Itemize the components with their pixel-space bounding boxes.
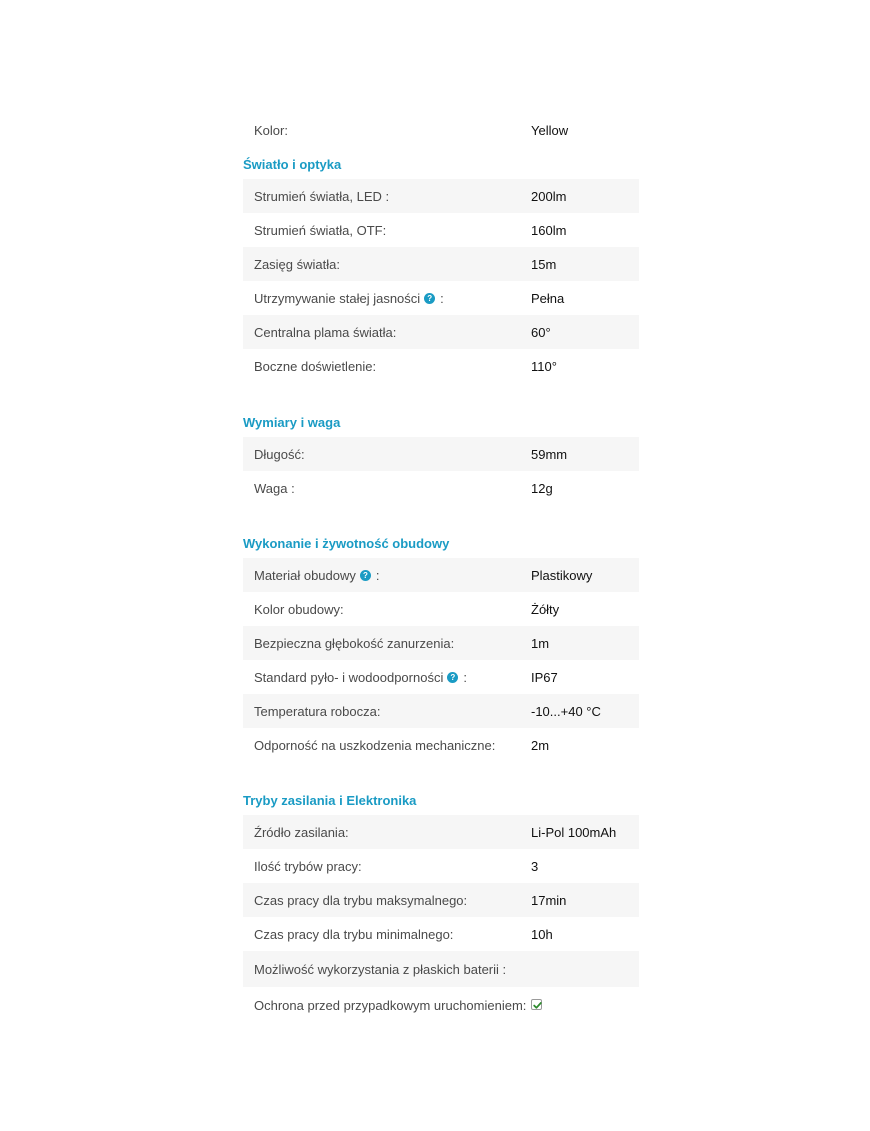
spec-value: Pełna — [531, 290, 565, 306]
question-circle-icon[interactable]: ? — [424, 293, 435, 304]
spec-row — [243, 883, 639, 917]
spec-row — [243, 179, 639, 213]
spec-row — [243, 437, 639, 471]
spec-table — [243, 113, 639, 1023]
spec-label — [243, 189, 531, 204]
spec-label-suffix: : — [440, 290, 444, 306]
spec-label-text: Odporność na uszkodzenia mechaniczne: — [254, 737, 496, 753]
spec-rows — [243, 179, 639, 383]
spec-value: 60° — [531, 324, 551, 340]
spec-label-text: Standard pyło- i wodoodporności — [254, 669, 444, 685]
spec-label-text: Możliwość wykorzystania z płaskich baterii : — [254, 961, 507, 977]
spec-value: Plastikowy — [531, 567, 593, 583]
spec-rows — [243, 815, 639, 1023]
spec-label-text: Czas pracy dla trybu maksymalnego: — [254, 892, 468, 908]
spec-label-text: Strumień światła, LED : — [254, 188, 390, 204]
spec-value: 200lm — [531, 188, 567, 204]
spec-rows — [243, 113, 639, 147]
spec-value: Li-Pol 100mAh — [531, 824, 617, 840]
spec-value: 160lm — [531, 222, 567, 238]
spec-value: 1m — [531, 635, 550, 651]
spec-label — [243, 257, 531, 272]
spec-label — [243, 325, 531, 340]
spec-label-text: Ochrona przed przypadkowym uruchomieniem: — [254, 997, 527, 1013]
spec-label — [243, 481, 531, 496]
spec-value: 17min — [531, 892, 567, 908]
spec-label — [243, 223, 531, 238]
spec-label — [243, 636, 531, 651]
spec-row — [243, 213, 639, 247]
spec-label-text: Strumień światła, OTF: — [254, 222, 387, 238]
spec-label-text: Temperatura robocza: — [254, 703, 381, 719]
spec-row — [243, 558, 639, 592]
spec-label — [243, 447, 531, 462]
spec-value: Yellow — [531, 122, 569, 138]
section-title: Tryby zasilania i Elektronika — [243, 793, 417, 808]
spec-row — [243, 951, 639, 987]
spec-value: 110° — [531, 358, 557, 374]
spec-row — [243, 113, 639, 147]
spec-row — [243, 349, 639, 383]
spec-value: Żółty — [531, 601, 560, 617]
question-circle-icon[interactable]: ? — [360, 570, 371, 581]
spec-row — [243, 694, 639, 728]
spec-label-text: Materiał obudowy — [254, 567, 356, 583]
spec-row — [243, 987, 639, 1023]
spec-label — [243, 670, 531, 685]
spec-label-text: Bezpieczna głębokość zanurzenia: — [254, 635, 455, 651]
spec-section — [243, 536, 639, 762]
spec-label — [243, 825, 531, 840]
spec-label-suffix: : — [375, 567, 380, 583]
spec-label — [243, 893, 531, 908]
spec-row — [243, 849, 639, 883]
spec-label — [243, 738, 531, 753]
spec-row — [243, 660, 639, 694]
spec-row — [243, 917, 639, 951]
section-title: Światło i optyka — [243, 157, 342, 172]
spec-label-text: Źródło zasilania: — [254, 824, 349, 840]
spec-label — [243, 962, 531, 977]
spec-label — [243, 927, 531, 942]
spec-label-text: Waga : — [254, 480, 295, 496]
spec-section — [243, 157, 639, 383]
spec-label-text: Kolor: — [254, 122, 288, 138]
spec-value: 2m — [531, 737, 550, 753]
spec-row — [243, 281, 639, 315]
spec-row — [243, 315, 639, 349]
spec-rows — [243, 558, 639, 762]
spec-row — [243, 728, 639, 762]
spec-label — [243, 602, 531, 617]
spec-label — [243, 568, 531, 583]
spec-label — [243, 291, 531, 306]
spec-section — [243, 793, 639, 1023]
spec-label — [243, 359, 531, 374]
spec-label-suffix: : — [463, 669, 467, 685]
spec-rows — [243, 437, 639, 505]
spec-label-text: Czas pracy dla trybu minimalnego: — [254, 926, 454, 942]
spec-label — [243, 998, 531, 1013]
section-title: Wymiary i waga — [243, 415, 341, 430]
checkbox-checked-icon — [531, 999, 542, 1010]
spec-row — [243, 247, 639, 281]
spec-section — [243, 415, 639, 505]
spec-value: 59mm — [531, 446, 568, 462]
spec-label — [243, 859, 531, 874]
spec-label-text: Boczne doświetlenie: — [254, 358, 377, 374]
spec-value: 12g — [531, 480, 553, 496]
spec-row — [243, 592, 639, 626]
section-title: Wykonanie i żywotność obudowy — [243, 536, 450, 551]
spec-value — [531, 998, 542, 1013]
spec-value: 15m — [531, 256, 557, 272]
spec-value: -10...+40 °C — [531, 703, 601, 719]
question-circle-icon[interactable]: ? — [447, 672, 458, 683]
spec-label-text: Ilość trybów pracy: — [254, 858, 362, 874]
spec-row — [243, 815, 639, 849]
spec-label-text: Zasięg światła: — [254, 256, 340, 272]
spec-label-text: Utrzymywanie stałej jasności — [254, 290, 421, 306]
spec-label-text: Kolor obudowy: — [254, 601, 344, 617]
spec-label — [243, 123, 531, 138]
spec-section — [243, 113, 639, 147]
spec-row — [243, 626, 639, 660]
spec-label-text: Długość: — [254, 446, 305, 462]
spec-value: 10h — [531, 926, 553, 942]
spec-row — [243, 471, 639, 505]
spec-label-text: Centralna plama światła: — [254, 324, 397, 340]
spec-value: 3 — [531, 858, 539, 874]
spec-label — [243, 704, 531, 719]
spec-value: IP67 — [531, 669, 558, 685]
